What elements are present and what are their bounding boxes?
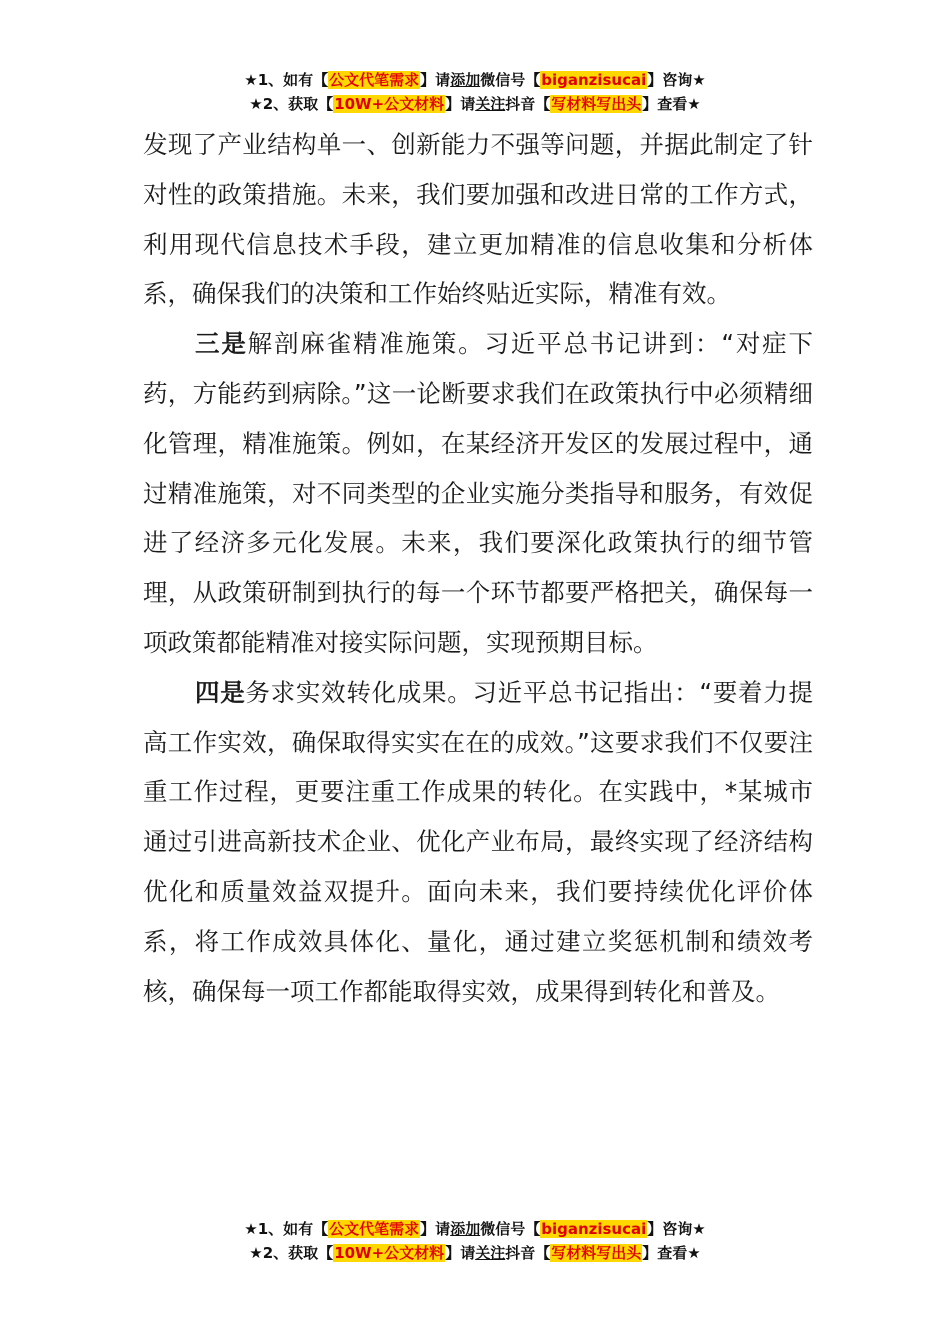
banner-text: 】查看★ [642,1244,701,1262]
header-banner [0,68,950,116]
paragraph-point-four [143,668,813,1017]
banner-line-1 [0,1217,950,1241]
document-body [143,120,813,1016]
banner-text: 微信号【 [480,1220,541,1238]
banner-underlined-text: 添加 [450,1220,481,1238]
banner-line-2 [0,92,950,116]
banner-text: 】请 [420,71,451,89]
highlight-materials: 10W+公文材料 [334,95,445,113]
banner-text: 】咨询★ [647,1220,706,1238]
banner-text: 】查看★ [642,95,701,113]
paragraph-text: 务求实效转化成果。习近平总书记指出：“要着力提高工作实效，确保取得实实在在的成效。”这要求我们不仅要注重工作过程，更要注重工作成果的转化。在实践中，*某城市通过引进高新技术企业、优化产业布局，最终实现了经济结构优化和质量效益双提升。面向未来，我们要持续优化评价体系，将工作成效具体化、量化，通过建立奖惩机制和绩效考核，确保每一项工作都能取得实效，成果得到转化和普及。 [143,677,813,1006]
highlight-service: 公文代笔需求 [329,1220,420,1238]
banner-text: 】请 [445,95,476,113]
highlight-douyin-account: 写材料写出头 [551,1244,642,1262]
paragraph-lead: 四是 [195,677,246,707]
banner-text: 抖音【 [505,95,551,113]
banner-text: ★2、获取【 [249,95,334,113]
highlight-douyin-account: 写材料写出头 [551,95,642,113]
banner-underlined-text: 关注 [475,95,506,113]
paragraph-text: 发现了产业结构单一、创新能力不强等问题，并据此制定了针对性的政策措施。未来，我们要加强和改进日常的工作方式，利用现代信息技术手段，建立更加精准的信息收集和分析体系，确保我们的决策和工作始终贴近实际，精准有效。 [143,130,813,309]
paragraph-lead: 三是 [195,329,248,359]
banner-text: ★1、如有【 [244,71,329,89]
banner-text: 】请 [445,1244,476,1262]
banner-text: 微信号【 [480,71,541,89]
highlight-materials: 10W+公文材料 [334,1244,445,1262]
paragraph-point-three [143,319,813,668]
highlight-service: 公文代笔需求 [329,71,420,89]
banner-text: ★1、如有【 [244,1220,329,1238]
banner-line-1 [0,68,950,92]
banner-line-2 [0,1241,950,1265]
paragraph-text: 解剖麻雀精准施策。习近平总书记讲到：“对症下药，方能药到病除。”这一论断要求我们在政策执行中必须精细化管理，精准施策。例如，在某经济开发区的发展过程中，通过精准施策，对不同类型的企业实施分类指导和服务，有效促进了经济多元化发展。未来，我们要深化政策执行的细节管理，从政策研制到执行的每一个环节都要严格把关，确保每一项政策都能精准对接实际问题，实现预期目标。 [143,329,813,657]
highlight-wechat-id: biganzisucai [541,1220,647,1238]
banner-text: 】请 [420,1220,451,1238]
highlight-wechat-id: biganzisucai [541,71,647,89]
footer-banner [0,1217,950,1265]
paragraph-continuation [143,120,813,319]
banner-text: ★2、获取【 [249,1244,334,1262]
banner-underlined-text: 添加 [450,71,481,89]
banner-underlined-text: 关注 [475,1244,506,1262]
banner-text: 抖音【 [505,1244,551,1262]
banner-text: 】咨询★ [647,71,706,89]
